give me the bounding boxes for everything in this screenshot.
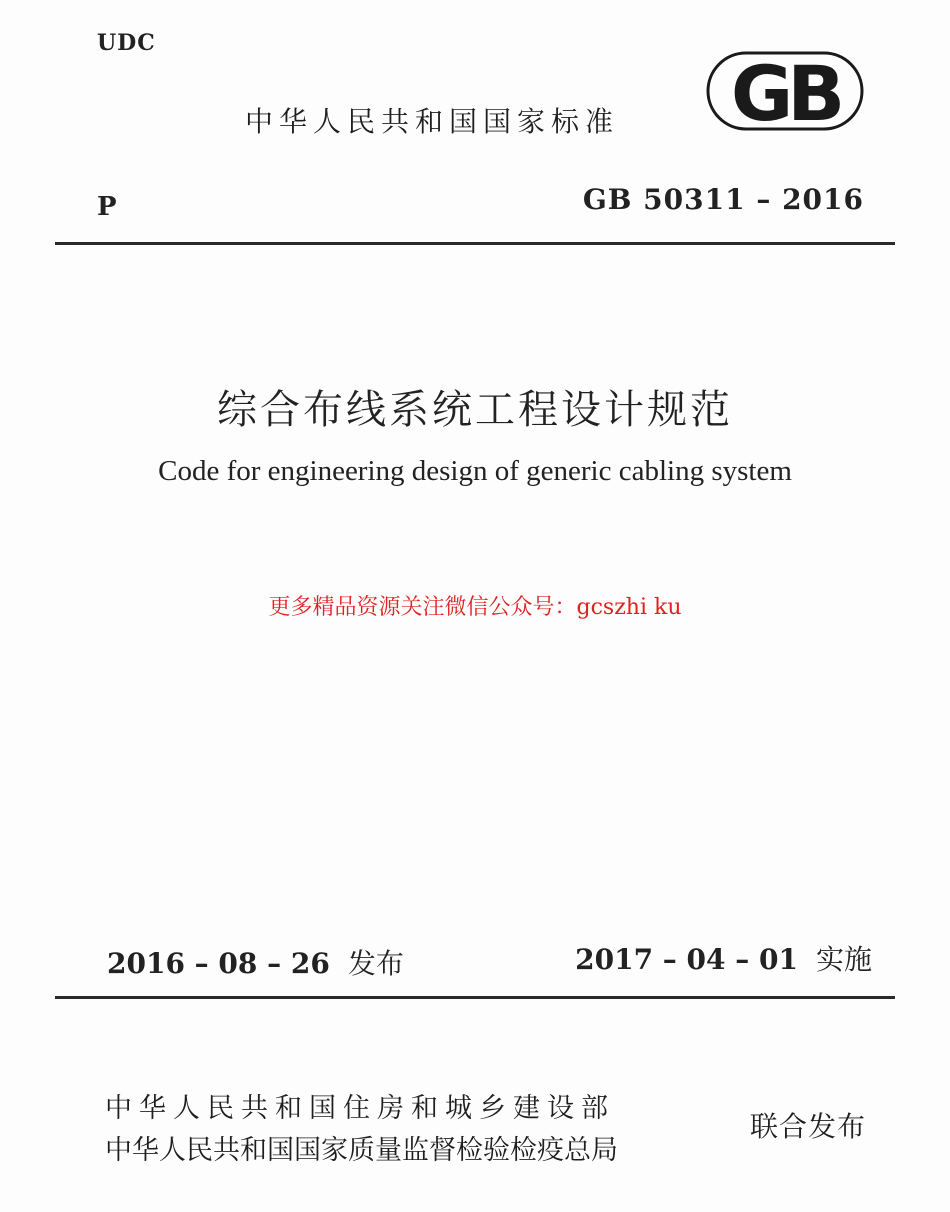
top-divider bbox=[55, 242, 895, 245]
title-english: Code for engineering design of generic cabling system bbox=[158, 455, 792, 487]
gb-logo-text: GB bbox=[730, 50, 840, 132]
standard-number: GB 50311 – 2016 bbox=[582, 183, 864, 216]
issue-label: 发布 bbox=[347, 947, 404, 980]
issuer-ministry: 中华人民共和国住房和城乡建设部 bbox=[105, 1093, 615, 1124]
implement-date-block bbox=[575, 938, 872, 978]
national-standard-heading: 中华人民共和国国家标准 bbox=[245, 105, 620, 138]
udc-label: UDC bbox=[97, 30, 156, 56]
title-chinese: 综合布线系统工程设计规范 bbox=[217, 387, 733, 433]
bottom-divider bbox=[55, 996, 895, 999]
issuer-aqsiq: 中华人民共和国国家质量监督检验检疫总局 bbox=[105, 1135, 618, 1166]
implement-date: 2017 – 04 – 01 bbox=[575, 943, 798, 976]
joint-issue-label: 联合发布 bbox=[750, 1110, 867, 1143]
issuing-authorities bbox=[105, 1088, 618, 1172]
wechat-notice: 更多精品资源关注微信公众号：gcszhi ku bbox=[268, 595, 682, 620]
issue-date-block bbox=[107, 942, 404, 982]
implement-label: 实施 bbox=[815, 943, 872, 976]
gb-logo bbox=[705, 50, 865, 132]
issue-date: 2016 – 08 – 26 bbox=[107, 947, 330, 980]
category-code: P bbox=[97, 192, 117, 222]
